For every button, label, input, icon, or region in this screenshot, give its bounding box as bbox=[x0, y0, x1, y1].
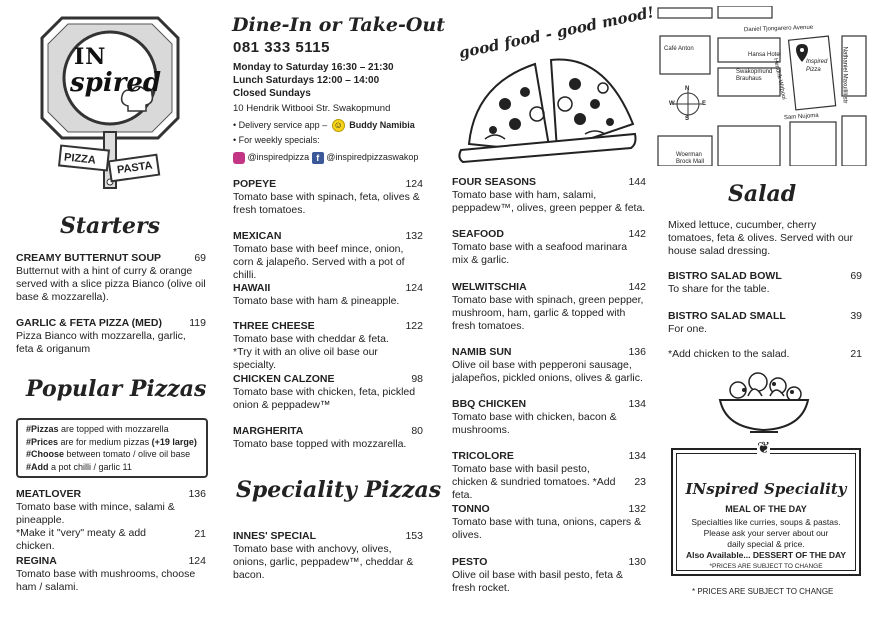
pizza-item bbox=[452, 503, 646, 542]
item-name: TONNO bbox=[452, 503, 490, 515]
note-line: #Prices are for medium pizzas (+19 large) bbox=[26, 436, 197, 447]
logo-in-text: IN bbox=[74, 44, 107, 70]
item-desc: Tomato base with chicken, bacon & mushrooms. bbox=[452, 411, 617, 436]
pizza-item bbox=[452, 176, 646, 215]
item-extra: *Make it "very" meaty & add chicken. bbox=[16, 527, 147, 552]
place-label: Hansa Hotel bbox=[748, 52, 782, 58]
item-name: FOUR SEASONS bbox=[452, 176, 537, 188]
note-line: #Pizzas are topped with mozzarella bbox=[26, 424, 169, 434]
place-label: Woerman Brock Mall bbox=[676, 152, 705, 165]
item-name: MEXICAN bbox=[233, 230, 282, 242]
pizza-illustration bbox=[455, 3, 656, 174]
item-desc: Tomato base with cheddar & feta. bbox=[233, 333, 389, 345]
facebook-handle[interactable]: @inspiredpizzaswakop bbox=[326, 152, 419, 162]
note-line: #Choose between tomato / olive oil base bbox=[26, 449, 191, 459]
box-line: daily special & price. bbox=[727, 539, 805, 549]
pizza-item bbox=[233, 230, 423, 282]
item-price: 134 bbox=[628, 450, 646, 462]
pizza-item bbox=[233, 530, 423, 582]
pizza-item bbox=[16, 488, 206, 553]
addon-price: 21 bbox=[850, 348, 862, 360]
box-title: INspired Speciality bbox=[685, 480, 847, 498]
weekly-line: • For weekly specials: bbox=[233, 135, 320, 145]
pizza-item bbox=[452, 556, 646, 595]
item-price: 124 bbox=[405, 178, 423, 190]
item-name: POPEYE bbox=[233, 178, 277, 190]
item-desc: Tomato base with chicken, feta, pickled onion & peppadew™ bbox=[233, 386, 416, 411]
item-price: 130 bbox=[628, 556, 646, 568]
pizza-item bbox=[233, 320, 423, 372]
phone-number: 081 333 5115 bbox=[233, 39, 330, 56]
item-price: 132 bbox=[405, 230, 423, 242]
item-name: HAWAII bbox=[233, 282, 271, 294]
salad-item bbox=[668, 310, 862, 336]
pizza-item bbox=[452, 450, 646, 502]
notes-box bbox=[16, 418, 208, 478]
compass-s: S bbox=[685, 116, 690, 122]
item-name: INNES' SPECIAL bbox=[233, 530, 317, 542]
item-desc: Pizza Bianco with mozzarella, garlic, feta & origanum bbox=[16, 330, 186, 355]
place-label: Café Anton bbox=[664, 46, 694, 52]
box-line: Specialties like curries, soups & pastas. bbox=[691, 517, 841, 527]
item-desc: Tomato base with beef mince, onion, corn & jalapeño. Served with a pot of chilli. bbox=[233, 243, 405, 281]
item-desc: Tomato base with tuna, onions, capers & olives. bbox=[452, 516, 642, 541]
item-name: BISTRO SALAD SMALL bbox=[668, 310, 786, 322]
logo-pizza-sign: PIZZA bbox=[63, 151, 97, 167]
street-label: Daniel Tjongarero Avenue bbox=[743, 24, 814, 34]
item-name: CHICKEN CALZONE bbox=[233, 373, 335, 385]
item-desc: Butternut with a hint of curry & orange served with a slice pizza Bianco (olive oil base & mozzarella). bbox=[16, 265, 206, 303]
item-price: 132 bbox=[628, 503, 646, 515]
delivery-line: • Delivery service app – ☺ Buddy Namibia bbox=[233, 120, 415, 131]
salad-addon bbox=[668, 348, 862, 361]
logo-spired-text: spired bbox=[70, 68, 162, 98]
street-label: Nathaniel Maxuilili str bbox=[841, 46, 848, 104]
item-name: TRICOLORE bbox=[452, 450, 514, 462]
pizza-item bbox=[452, 398, 646, 437]
item-desc: Tomato base with spinach, feta, olives & fresh tomatoes. bbox=[233, 191, 420, 216]
compass-w: W bbox=[669, 101, 675, 107]
dine-in-title: Dine-In or Take-Out bbox=[232, 14, 446, 36]
item-desc: Tomato base with a seafood marinara mix & garlic. bbox=[452, 241, 628, 266]
box-line: Please ask your server about our bbox=[703, 528, 829, 538]
logo-pasta-sign: PASTA bbox=[116, 159, 154, 177]
item-name: SEAFOOD bbox=[452, 228, 504, 240]
footer-note: * PRICES ARE SUBJECT TO CHANGE bbox=[692, 587, 834, 596]
item-extra-price: 23 bbox=[634, 476, 646, 488]
compass-n: N bbox=[685, 86, 690, 92]
street-label: Hendrik Witbooi bbox=[771, 57, 787, 101]
item-desc: To share for the table. bbox=[668, 283, 770, 295]
item-price: 124 bbox=[188, 555, 206, 567]
item-desc: Tomato base with mushrooms, choose ham / salami. bbox=[16, 568, 196, 593]
inspired-speciality-box bbox=[671, 440, 861, 576]
item-price: 136 bbox=[628, 346, 646, 358]
item-name: BBQ CHICKEN bbox=[452, 398, 527, 410]
item-name: NAMIB SUN bbox=[452, 346, 512, 358]
hours-line: Lunch Saturdays 12:00 – 14:00 bbox=[233, 75, 380, 86]
popular-pizzas-heading: Popular Pizzas bbox=[26, 376, 207, 402]
location-map[interactable] bbox=[656, 6, 868, 166]
place-label: Swakopmund Brauhaus bbox=[736, 69, 773, 82]
item-name: CREAMY BUTTERNUT SOUP bbox=[16, 252, 162, 264]
item-price: 136 bbox=[188, 488, 206, 500]
instagram-icon bbox=[233, 152, 245, 164]
item-price: 69 bbox=[194, 252, 206, 264]
salad-heading: Salad bbox=[728, 181, 797, 207]
item-desc: Tomato base with anchovy, olives, onions, garlic, peppadew™, cheddar & bacon. bbox=[233, 543, 414, 581]
item-name: WELWITSCHIA bbox=[452, 281, 527, 293]
item-price: 80 bbox=[411, 425, 423, 437]
item-price: 153 bbox=[405, 530, 423, 542]
smiley-icon: ☺ bbox=[333, 120, 343, 131]
facebook-icon: f bbox=[312, 152, 324, 164]
pizza-item bbox=[233, 282, 423, 308]
social-line bbox=[233, 151, 418, 164]
item-name: MEATLOVER bbox=[16, 488, 82, 500]
item-price: 142 bbox=[628, 228, 646, 240]
delivery-app-link[interactable]: Buddy Namibia bbox=[349, 120, 415, 130]
tagline: good food - good mood! bbox=[457, 3, 656, 62]
hours-line: Monday to Saturday 16:30 – 21:30 bbox=[233, 62, 394, 73]
instagram-handle[interactable]: @inspiredpizza bbox=[247, 152, 310, 162]
item-price: 144 bbox=[628, 176, 646, 188]
box-also: Also Available... DESSERT OF THE DAY bbox=[685, 550, 847, 560]
item-extra-price: 21 bbox=[194, 528, 206, 540]
item-extra: *Try it with an olive oil base our specialty. bbox=[233, 346, 378, 371]
address: 10 Hendrik Witbooi Str. Swakopmund bbox=[233, 103, 391, 114]
item-desc: Tomato base with mince, salami & pineapple. bbox=[16, 501, 175, 526]
addon-text: *Add chicken to the salad. bbox=[668, 348, 790, 360]
herb-icon: ❦ bbox=[757, 440, 771, 457]
starter-item bbox=[16, 252, 206, 304]
item-desc: Tomato base with basil pesto, chicken & sundried tomatoes. *Add feta. bbox=[452, 463, 616, 501]
logo bbox=[40, 14, 180, 192]
item-name: BISTRO SALAD BOWL bbox=[668, 270, 782, 282]
pizza-item bbox=[233, 178, 423, 217]
item-desc: Olive oil base with basil pesto, feta & fresh rocket. bbox=[452, 569, 624, 594]
box-note: *PRICES ARE SUBJECT TO CHANGE bbox=[709, 563, 823, 570]
place-label: Inspired Pizza bbox=[806, 59, 828, 73]
pizza-item bbox=[233, 425, 423, 451]
item-name: GARLIC & FETA PIZZA (MED) bbox=[16, 317, 163, 329]
pizza-item bbox=[452, 228, 646, 267]
hours-line: Closed Sundays bbox=[233, 88, 311, 99]
item-price: 98 bbox=[411, 373, 423, 385]
item-price: 122 bbox=[405, 320, 423, 332]
item-desc: For one. bbox=[668, 323, 708, 335]
pizza-item bbox=[452, 346, 646, 385]
starter-item bbox=[16, 317, 206, 356]
street-label: Sam Nujoma bbox=[783, 112, 819, 122]
item-price: 124 bbox=[405, 282, 423, 294]
box-meal: MEAL OF THE DAY bbox=[725, 504, 807, 514]
note-line: #Add a pot chilli / garlic 11 bbox=[26, 461, 132, 472]
compass-e: E bbox=[702, 101, 707, 107]
salad-bowl-illustration bbox=[714, 366, 814, 436]
item-desc: Tomato base topped with mozzarella. bbox=[233, 438, 407, 450]
salad-intro: Mixed lettuce, cucumber, cherry tomatoes, feta & olives. Served with our house salad dressing. bbox=[668, 219, 854, 257]
item-price: 134 bbox=[628, 398, 646, 410]
item-price: 119 bbox=[189, 317, 206, 329]
item-name: THREE CHEESE bbox=[233, 320, 315, 332]
item-price: 69 bbox=[850, 270, 862, 282]
salad-item bbox=[668, 270, 862, 296]
speciality-pizzas-heading: Speciality Pizzas bbox=[236, 477, 442, 503]
pizza-item bbox=[16, 555, 206, 594]
pizza-item bbox=[452, 281, 646, 333]
item-name: REGINA bbox=[16, 555, 57, 567]
item-desc: Olive oil base with pepperoni sausage, jalapeños, pickled onions, olives & garlic. bbox=[452, 359, 643, 384]
item-desc: Tomato base with ham & pineapple. bbox=[233, 295, 400, 307]
item-desc: Tomato base with spinach, green pepper, mushroom, ham, garlic & topped with fresh tomatoes. bbox=[452, 294, 644, 332]
item-desc: Tomato base with ham, salami, peppadew™, olives, green pepper & feta. bbox=[452, 189, 646, 214]
item-price: 39 bbox=[850, 310, 862, 322]
item-price: 142 bbox=[628, 281, 646, 293]
item-name: PESTO bbox=[452, 556, 488, 568]
pizza-item bbox=[233, 373, 423, 412]
starters-heading: Starters bbox=[60, 213, 161, 239]
item-name: MARGHERITA bbox=[233, 425, 304, 437]
